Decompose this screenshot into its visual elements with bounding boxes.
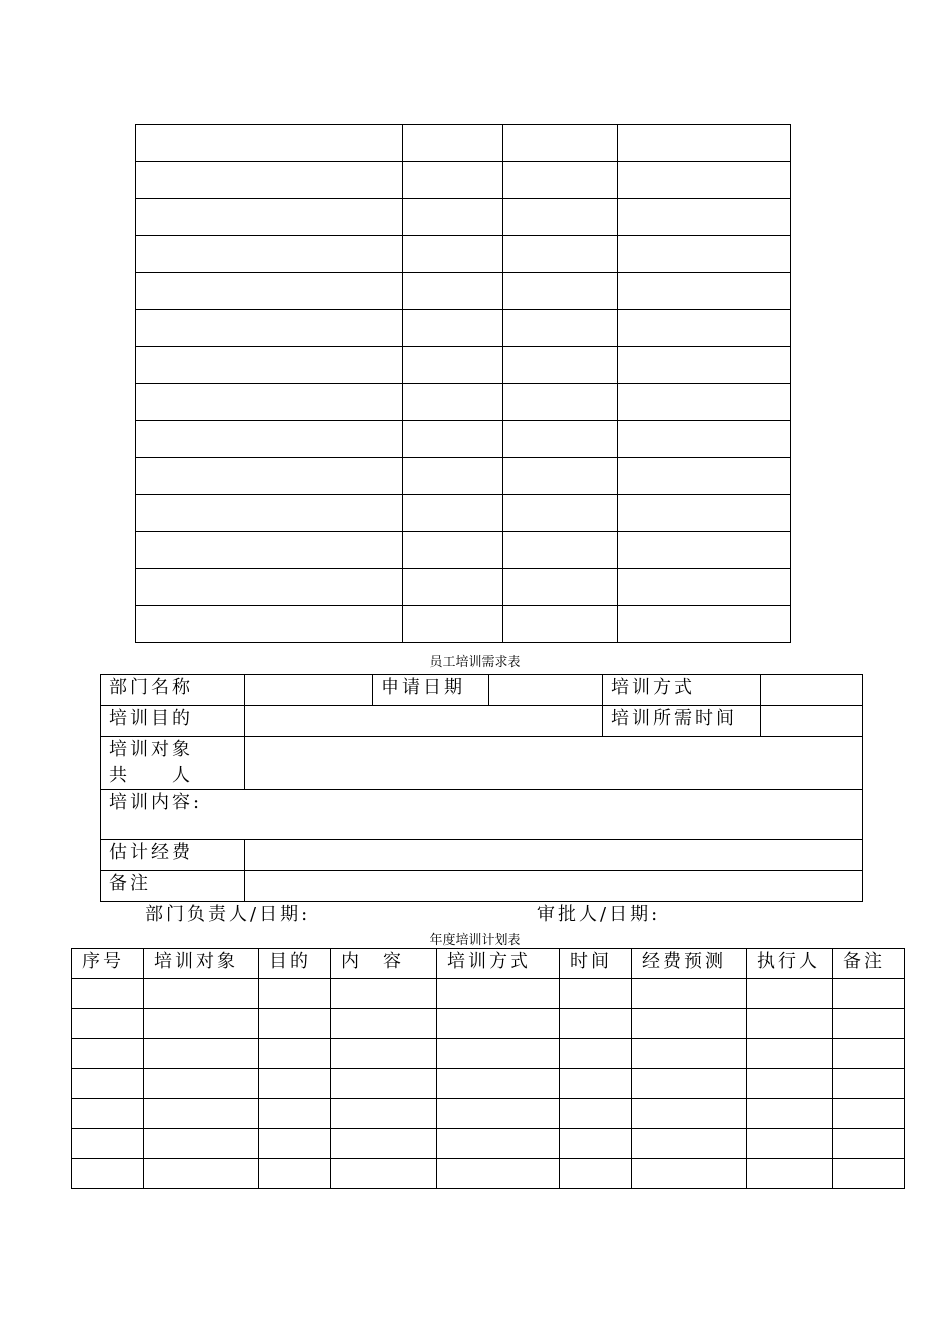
blank-row: [136, 347, 791, 384]
annual-cell[interactable]: [331, 979, 437, 1009]
header-cell: 培训对象: [144, 949, 259, 979]
annual-plan-title: 年度培训计划表: [429, 933, 521, 948]
annual-cell[interactable]: [144, 1159, 259, 1189]
annual-cell[interactable]: [437, 1159, 560, 1189]
annual-cell[interactable]: [833, 1099, 905, 1129]
blank-cell[interactable]: [618, 199, 791, 236]
method-field[interactable]: [761, 675, 863, 706]
blank-row: [136, 162, 791, 199]
need-form-title: 员工培训需求表: [429, 655, 521, 670]
blank-cell[interactable]: [618, 347, 791, 384]
apply-date-field[interactable]: [489, 675, 603, 706]
target-field[interactable]: [245, 737, 863, 790]
annual-cell[interactable]: [632, 1039, 747, 1069]
annual-row: [72, 1069, 905, 1099]
annual-cell[interactable]: [833, 1069, 905, 1099]
annual-cell[interactable]: [560, 1069, 632, 1099]
remark-label: 备注: [101, 871, 245, 902]
blank-table: [135, 124, 791, 643]
blank-cell[interactable]: [503, 421, 618, 458]
blank-cell[interactable]: [403, 125, 503, 162]
annual-cell[interactable]: [747, 1159, 833, 1189]
blank-cell[interactable]: [136, 532, 403, 569]
annual-row: [72, 1009, 905, 1039]
annual-cell[interactable]: [331, 1129, 437, 1159]
header-cell: 培训方式: [437, 949, 560, 979]
annual-cell[interactable]: [331, 1159, 437, 1189]
blank-row: [136, 384, 791, 421]
annual-row: [72, 1099, 905, 1129]
header-cell: 执行人: [747, 949, 833, 979]
dept-head-signature: 部门负责人/日期:: [145, 904, 311, 925]
header-cell: 目的: [259, 949, 331, 979]
blank-cell[interactable]: [403, 347, 503, 384]
annual-row: [72, 1159, 905, 1189]
annual-cell[interactable]: [259, 1129, 331, 1159]
blank-row: [136, 310, 791, 347]
annual-cell[interactable]: [747, 1009, 833, 1039]
blank-cell[interactable]: [618, 421, 791, 458]
blank-row: [136, 236, 791, 273]
blank-cell[interactable]: [136, 495, 403, 532]
blank-cell[interactable]: [503, 162, 618, 199]
blank-row: [136, 606, 791, 643]
dept-name-field[interactable]: [245, 675, 373, 706]
approver-signature: 审批人/日期:: [537, 904, 661, 925]
annual-cell[interactable]: [632, 1159, 747, 1189]
blank-cell[interactable]: [403, 273, 503, 310]
time-needed-label: 培训所需时间: [603, 706, 761, 737]
annual-cell[interactable]: [560, 1099, 632, 1129]
blank-cell[interactable]: [618, 236, 791, 273]
blank-cell[interactable]: [403, 458, 503, 495]
annual-plan-table: [71, 948, 905, 1189]
annual-row: [72, 979, 905, 1009]
blank-row: [136, 125, 791, 162]
blank-cell[interactable]: [503, 495, 618, 532]
annual-cell[interactable]: [833, 1159, 905, 1189]
blank-cell[interactable]: [618, 569, 791, 606]
annual-cell[interactable]: [144, 1039, 259, 1069]
annual-cell[interactable]: [72, 1159, 144, 1189]
blank-cell[interactable]: [136, 421, 403, 458]
annual-cell[interactable]: [560, 1129, 632, 1159]
annual-cell[interactable]: [437, 1009, 560, 1039]
annual-cell[interactable]: [437, 1129, 560, 1159]
time-needed-field[interactable]: [761, 706, 863, 737]
annual-row: [72, 1129, 905, 1159]
blank-cell[interactable]: [618, 162, 791, 199]
annual-cell[interactable]: [632, 1069, 747, 1099]
annual-cell[interactable]: [144, 979, 259, 1009]
annual-cell[interactable]: [437, 1039, 560, 1069]
blank-cell[interactable]: [136, 458, 403, 495]
header-cell: 序号: [72, 949, 144, 979]
annual-row: [72, 1039, 905, 1069]
blank-cell[interactable]: [403, 532, 503, 569]
budget-field[interactable]: [245, 840, 863, 871]
blank-cell[interactable]: [136, 310, 403, 347]
annual-cell[interactable]: [72, 1099, 144, 1129]
blank-cell[interactable]: [403, 606, 503, 643]
purpose-label: 培训目的: [101, 706, 245, 737]
blank-cell[interactable]: [503, 199, 618, 236]
blank-cell[interactable]: [403, 384, 503, 421]
annual-cell[interactable]: [747, 1099, 833, 1129]
annual-cell[interactable]: [560, 1039, 632, 1069]
apply-date-label: 申请日期: [373, 675, 489, 706]
annual-cell[interactable]: [747, 1039, 833, 1069]
blank-row: [136, 495, 791, 532]
blank-cell[interactable]: [618, 125, 791, 162]
annual-cell[interactable]: [437, 1099, 560, 1129]
blank-cell[interactable]: [136, 162, 403, 199]
annual-cell[interactable]: [437, 979, 560, 1009]
blank-cell[interactable]: [503, 569, 618, 606]
blank-cell[interactable]: [136, 125, 403, 162]
annual-cell[interactable]: [259, 1069, 331, 1099]
blank-row: [136, 199, 791, 236]
budget-label: 估计经费: [101, 840, 245, 871]
blank-cell[interactable]: [618, 310, 791, 347]
blank-cell[interactable]: [618, 606, 791, 643]
blank-cell[interactable]: [403, 199, 503, 236]
blank-cell[interactable]: [503, 347, 618, 384]
annual-cell[interactable]: [72, 1039, 144, 1069]
blank-cell[interactable]: [403, 421, 503, 458]
annual-cell[interactable]: [144, 1069, 259, 1099]
blank-cell[interactable]: [503, 384, 618, 421]
header-cell: 时间: [560, 949, 632, 979]
blank-cell[interactable]: [503, 125, 618, 162]
blank-cell[interactable]: [503, 532, 618, 569]
total-label: 共 人: [109, 765, 193, 786]
method-label: 培训方式: [603, 675, 761, 706]
annual-cell[interactable]: [632, 1099, 747, 1129]
blank-cell[interactable]: [618, 495, 791, 532]
blank-cell[interactable]: [503, 458, 618, 495]
annual-cell[interactable]: [747, 1069, 833, 1099]
annual-cell[interactable]: [72, 1009, 144, 1039]
annual-cell[interactable]: [331, 1069, 437, 1099]
annual-cell[interactable]: [331, 1099, 437, 1129]
blank-row: [136, 421, 791, 458]
training-need-form: [100, 674, 863, 902]
annual-cell[interactable]: [833, 1009, 905, 1039]
annual-cell[interactable]: [560, 1009, 632, 1039]
blank-cell[interactable]: [403, 569, 503, 606]
annual-cell[interactable]: [833, 1129, 905, 1159]
blank-row: [136, 532, 791, 569]
blank-cell[interactable]: [618, 532, 791, 569]
annual-cell[interactable]: [560, 979, 632, 1009]
blank-row: [136, 569, 791, 606]
annual-cell[interactable]: [632, 1129, 747, 1159]
annual-cell[interactable]: [632, 1009, 747, 1039]
annual-cell[interactable]: [331, 1039, 437, 1069]
dept-name-label: 部门名称: [101, 675, 245, 706]
blank-cell[interactable]: [403, 236, 503, 273]
annual-cell[interactable]: [833, 979, 905, 1009]
blank-cell[interactable]: [503, 606, 618, 643]
target-label: 培训对象: [109, 739, 193, 760]
blank-cell[interactable]: [136, 384, 403, 421]
purpose-field[interactable]: [245, 706, 603, 737]
header-cell: 内 容: [331, 949, 437, 979]
blank-cell[interactable]: [136, 606, 403, 643]
annual-cell[interactable]: [259, 1009, 331, 1039]
remark-field[interactable]: [245, 871, 863, 902]
blank-cell[interactable]: [136, 199, 403, 236]
annual-cell[interactable]: [72, 1129, 144, 1159]
blank-cell[interactable]: [403, 310, 503, 347]
annual-cell[interactable]: [331, 1009, 437, 1039]
annual-cell[interactable]: [144, 1009, 259, 1039]
annual-cell[interactable]: [747, 979, 833, 1009]
annual-cell[interactable]: [144, 1129, 259, 1159]
annual-cell[interactable]: [833, 1039, 905, 1069]
blank-cell[interactable]: [618, 458, 791, 495]
target-label-cell: [101, 737, 245, 790]
annual-cell[interactable]: [437, 1069, 560, 1099]
header-cell: 经费预测: [632, 949, 747, 979]
annual-cell[interactable]: [72, 979, 144, 1009]
blank-cell[interactable]: [403, 162, 503, 199]
annual-cell[interactable]: [72, 1069, 144, 1099]
annual-cell[interactable]: [747, 1129, 833, 1159]
blank-cell[interactable]: [136, 236, 403, 273]
blank-cell[interactable]: [618, 384, 791, 421]
blank-cell[interactable]: [136, 273, 403, 310]
blank-cell[interactable]: [503, 236, 618, 273]
annual-cell[interactable]: [632, 979, 747, 1009]
annual-cell[interactable]: [144, 1099, 259, 1129]
blank-cell[interactable]: [136, 347, 403, 384]
blank-cell[interactable]: [503, 273, 618, 310]
annual-cell[interactable]: [259, 1159, 331, 1189]
annual-header-row: [72, 949, 905, 979]
annual-cell[interactable]: [259, 979, 331, 1009]
annual-cell[interactable]: [560, 1159, 632, 1189]
blank-cell[interactable]: [618, 273, 791, 310]
content-label: 培训内容:: [109, 792, 203, 813]
annual-cell[interactable]: [259, 1099, 331, 1129]
blank-row: [136, 458, 791, 495]
header-cell: 备注: [833, 949, 905, 979]
content-field[interactable]: [101, 790, 863, 840]
blank-cell[interactable]: [136, 569, 403, 606]
blank-cell[interactable]: [503, 310, 618, 347]
annual-cell[interactable]: [259, 1039, 331, 1069]
blank-cell[interactable]: [403, 495, 503, 532]
blank-row: [136, 273, 791, 310]
